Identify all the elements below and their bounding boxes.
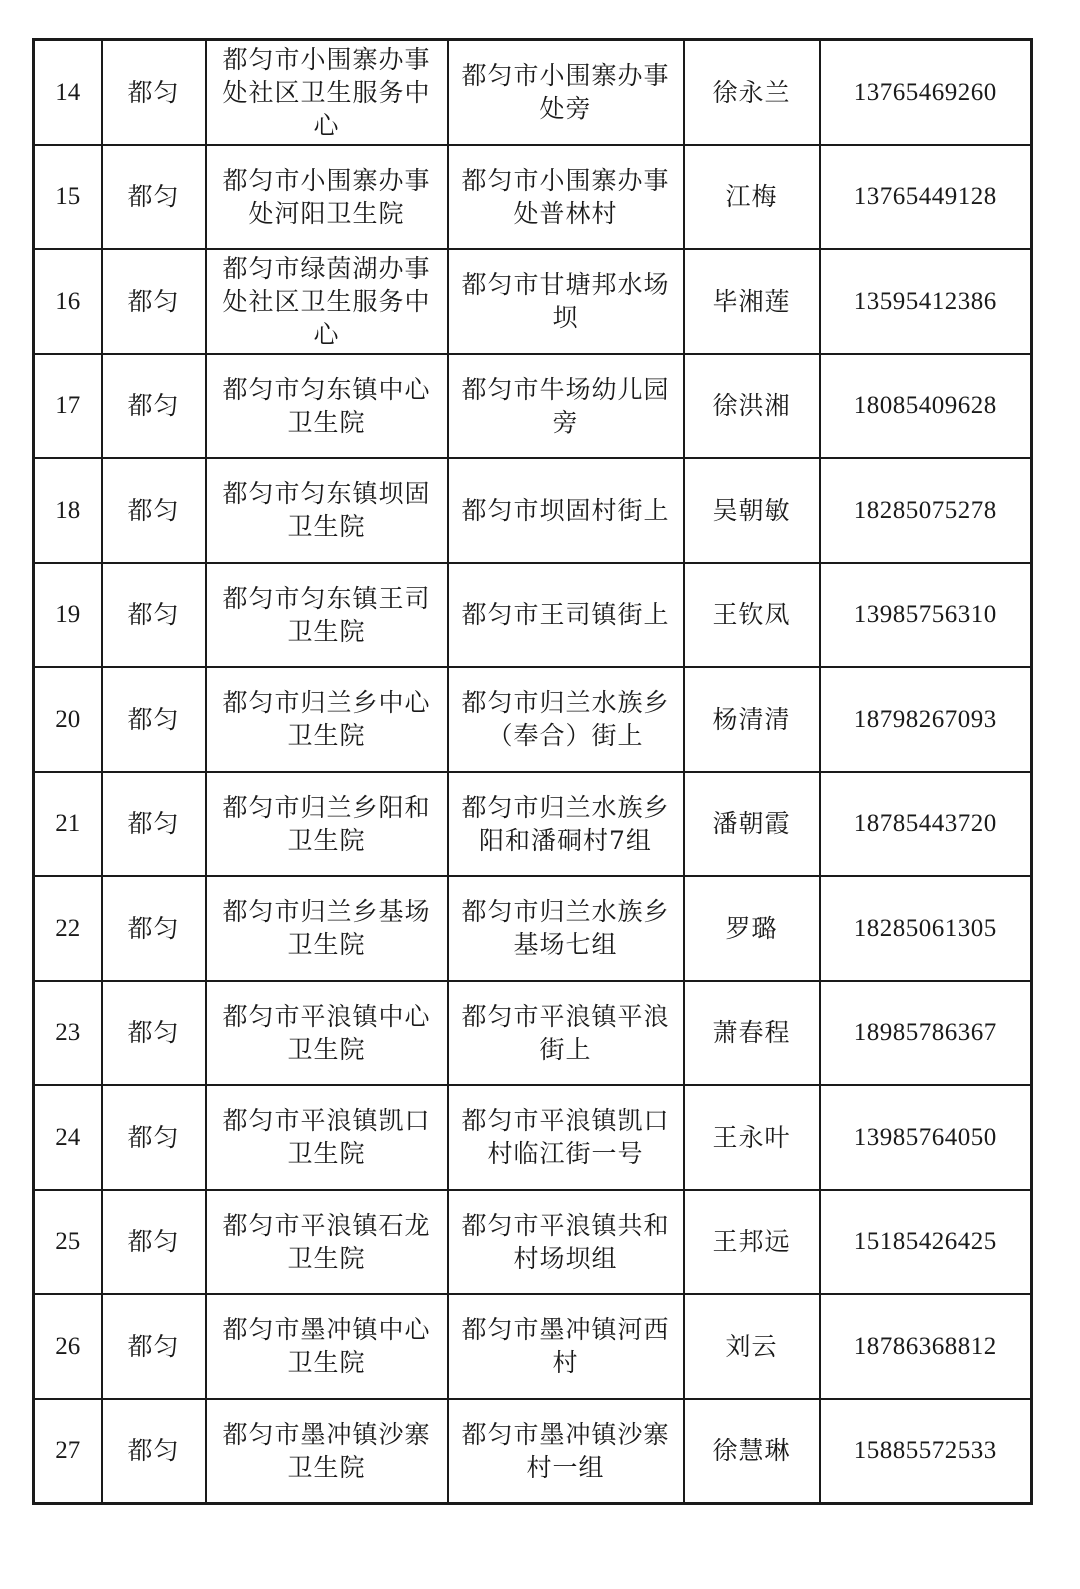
table-row xyxy=(34,354,1032,459)
table-row xyxy=(34,40,1032,145)
row-number-cell: 17 xyxy=(34,354,102,459)
row-number-cell: 18 xyxy=(34,458,102,563)
address-cell: 都匀市平浪镇共和村场坝组 xyxy=(448,1190,684,1295)
institution-name-cell: 都匀市绿茵湖办事处社区卫生服务中心 xyxy=(206,249,448,354)
address-cell: 都匀市归兰水族乡基场七组 xyxy=(448,876,684,981)
institution-name-cell: 都匀市小围寨办事处河阳卫生院 xyxy=(206,145,448,250)
phone-number-cell: 18785443720 xyxy=(820,772,1032,877)
row-number-cell: 21 xyxy=(34,772,102,877)
area-cell: 都匀 xyxy=(102,876,206,981)
address-cell: 都匀市归兰水族乡阳和潘硐村7组 xyxy=(448,772,684,877)
phone-number-cell: 13985764050 xyxy=(820,1085,1032,1190)
table-row xyxy=(34,145,1032,250)
contact-person-cell: 王邦远 xyxy=(684,1190,820,1295)
address-cell: 都匀市平浪镇平浪街上 xyxy=(448,981,684,1086)
phone-number-cell: 13765449128 xyxy=(820,145,1032,250)
table-row xyxy=(34,1085,1032,1190)
phone-number-cell: 18985786367 xyxy=(820,981,1032,1086)
address-cell: 都匀市墨冲镇河西村 xyxy=(448,1294,684,1399)
area-cell: 都匀 xyxy=(102,1085,206,1190)
contact-person-cell: 江梅 xyxy=(684,145,820,250)
area-cell: 都匀 xyxy=(102,354,206,459)
contact-person-cell: 毕湘莲 xyxy=(684,249,820,354)
phone-number-cell: 15885572533 xyxy=(820,1399,1032,1504)
institution-name-cell: 都匀市归兰乡基场卫生院 xyxy=(206,876,448,981)
address-cell: 都匀市小围寨办事处普林村 xyxy=(448,145,684,250)
table-row xyxy=(34,772,1032,877)
table-row xyxy=(34,458,1032,563)
phone-number-cell: 18285075278 xyxy=(820,458,1032,563)
row-number-cell: 25 xyxy=(34,1190,102,1295)
row-number-cell: 27 xyxy=(34,1399,102,1504)
institution-name-cell: 都匀市平浪镇石龙卫生院 xyxy=(206,1190,448,1295)
table-row xyxy=(34,563,1032,668)
contact-person-cell: 刘云 xyxy=(684,1294,820,1399)
address-cell: 都匀市王司镇街上 xyxy=(448,563,684,668)
institution-name-cell: 都匀市匀东镇坝固卫生院 xyxy=(206,458,448,563)
row-number-cell: 22 xyxy=(34,876,102,981)
phone-number-cell: 13595412386 xyxy=(820,249,1032,354)
row-number-cell: 23 xyxy=(34,981,102,1086)
area-cell: 都匀 xyxy=(102,145,206,250)
contact-person-cell: 杨清清 xyxy=(684,667,820,772)
institution-name-cell: 都匀市墨冲镇中心卫生院 xyxy=(206,1294,448,1399)
phone-number-cell: 15185426425 xyxy=(820,1190,1032,1295)
area-cell: 都匀 xyxy=(102,981,206,1086)
contact-person-cell: 徐慧琳 xyxy=(684,1399,820,1504)
address-cell: 都匀市甘塘邦水场坝 xyxy=(448,249,684,354)
contact-person-cell: 徐洪湘 xyxy=(684,354,820,459)
table-row xyxy=(34,667,1032,772)
area-cell: 都匀 xyxy=(102,458,206,563)
contact-person-cell: 潘朝霞 xyxy=(684,772,820,877)
table-body xyxy=(34,40,1032,1504)
table-row xyxy=(34,876,1032,981)
row-number-cell: 16 xyxy=(34,249,102,354)
table-row xyxy=(34,1294,1032,1399)
contact-person-cell: 吴朝敏 xyxy=(684,458,820,563)
table-row xyxy=(34,1190,1032,1295)
area-cell: 都匀 xyxy=(102,772,206,877)
phone-number-cell: 18285061305 xyxy=(820,876,1032,981)
row-number-cell: 19 xyxy=(34,563,102,668)
institution-name-cell: 都匀市平浪镇凯口卫生院 xyxy=(206,1085,448,1190)
address-cell: 都匀市墨冲镇沙寨村一组 xyxy=(448,1399,684,1504)
institution-name-cell: 都匀市小围寨办事处社区卫生服务中心 xyxy=(206,40,448,145)
row-number-cell: 15 xyxy=(34,145,102,250)
address-cell: 都匀市平浪镇凯口村临江街一号 xyxy=(448,1085,684,1190)
table-row xyxy=(34,249,1032,354)
address-cell: 都匀市归兰水族乡（奉合）街上 xyxy=(448,667,684,772)
row-number-cell: 20 xyxy=(34,667,102,772)
institution-name-cell: 都匀市墨冲镇沙寨卫生院 xyxy=(206,1399,448,1504)
institution-name-cell: 都匀市匀东镇中心卫生院 xyxy=(206,354,448,459)
contact-person-cell: 罗璐 xyxy=(684,876,820,981)
address-cell: 都匀市坝固村街上 xyxy=(448,458,684,563)
phone-number-cell: 13765469260 xyxy=(820,40,1032,145)
area-cell: 都匀 xyxy=(102,1399,206,1504)
area-cell: 都匀 xyxy=(102,1190,206,1295)
address-cell: 都匀市牛场幼儿园旁 xyxy=(448,354,684,459)
institution-name-cell: 都匀市归兰乡中心卫生院 xyxy=(206,667,448,772)
row-number-cell: 26 xyxy=(34,1294,102,1399)
institution-name-cell: 都匀市平浪镇中心卫生院 xyxy=(206,981,448,1086)
area-cell: 都匀 xyxy=(102,249,206,354)
contact-person-cell: 徐永兰 xyxy=(684,40,820,145)
contact-person-cell: 王永叶 xyxy=(684,1085,820,1190)
row-number-cell: 14 xyxy=(34,40,102,145)
area-cell: 都匀 xyxy=(102,40,206,145)
table-row xyxy=(34,981,1032,1086)
contact-person-cell: 萧春程 xyxy=(684,981,820,1086)
phone-number-cell: 18085409628 xyxy=(820,354,1032,459)
row-number-cell: 24 xyxy=(34,1085,102,1190)
phone-number-cell: 18798267093 xyxy=(820,667,1032,772)
phone-number-cell: 18786368812 xyxy=(820,1294,1032,1399)
table-row xyxy=(34,1399,1032,1504)
area-cell: 都匀 xyxy=(102,563,206,668)
institution-name-cell: 都匀市匀东镇王司卫生院 xyxy=(206,563,448,668)
contact-person-cell: 王钦凤 xyxy=(684,563,820,668)
area-cell: 都匀 xyxy=(102,667,206,772)
area-cell: 都匀 xyxy=(102,1294,206,1399)
institution-name-cell: 都匀市归兰乡阳和卫生院 xyxy=(206,772,448,877)
phone-number-cell: 13985756310 xyxy=(820,563,1032,668)
address-cell: 都匀市小围寨办事处旁 xyxy=(448,40,684,145)
clinic-contact-table xyxy=(32,38,1033,1505)
